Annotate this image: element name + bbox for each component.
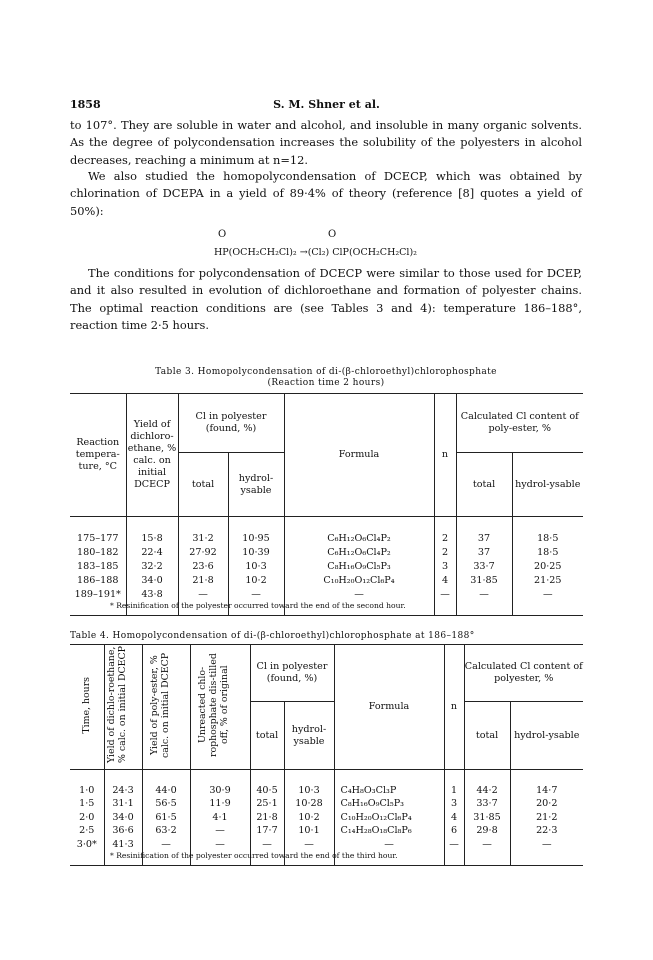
t4-header-yield-dce: Yield of dichlo-roethane, % calc. on initial DCECP [106, 646, 128, 764]
t3-header-calc: Calculated Cl content of poly-ester, % [456, 394, 583, 453]
t3-cell: 4 [434, 573, 456, 587]
t3-cell: 33·7 [456, 559, 512, 573]
t3-cell: 34·0 [126, 573, 178, 587]
t4-cell: 2·0 [70, 811, 104, 825]
t3-cell: — [542, 588, 553, 600]
table-3 [70, 393, 583, 616]
t4-cell: 6 [444, 824, 464, 838]
t4-header-yield-poly: Yield of poly-ester, % calc. on initial DCECP [149, 652, 171, 758]
equation-text: HP(OCH₂CH₂Cl)₂ →(Cl₂) ClP(OCH₂CH₂Cl)₂ [214, 247, 417, 258]
t4-cell: — [190, 824, 250, 838]
t3-cell: 10·3 [228, 559, 284, 573]
t4-cell: 14·7 [536, 784, 558, 796]
t3-header-n: n [434, 394, 456, 517]
t3-cell: 31·85 [456, 573, 512, 587]
t4-cell: 40·5 [250, 784, 284, 798]
t3-cell: 31·2 [178, 531, 228, 545]
table4-caption: Table 4. Homopolycondensation of di-(β-chloroethyl)chlorophosphate at 186–188° [70, 631, 475, 641]
t3-cell: C₆H₁₂O₆Cl₄P₂ [284, 531, 434, 545]
t4-header-time: Time, hours [81, 676, 93, 734]
t4-cell: 30·9 [190, 784, 250, 798]
t3-header-hydrol: hydrol-ysable [228, 453, 284, 517]
t4-cell: 10·3 [284, 784, 334, 798]
t4-cell: — [541, 838, 552, 850]
t3-cell: 21·8 [178, 573, 228, 587]
t3-header-calc-total: total [456, 453, 512, 517]
t4-cell: 44·2 [464, 784, 510, 798]
t4-cell: 10·1 [284, 824, 334, 838]
t3-cell: 186–188 [70, 573, 126, 587]
table3-footnote: * Resinification of the polyester occurred toward the end of the second hour. [110, 601, 406, 610]
t4-cell: 20·2 [536, 798, 558, 810]
t3-cell: 10·95 [228, 531, 284, 545]
t3-cell: 10·39 [228, 545, 284, 559]
table-row [70, 587, 583, 601]
t3-cell: — [228, 587, 284, 601]
t3-cell: 37 [456, 545, 512, 559]
t4-cell: 25·1 [250, 797, 284, 811]
t3-cell: 27·92 [178, 545, 228, 559]
t4-cell: 4·1 [190, 811, 250, 825]
table-row [70, 545, 583, 559]
t4-cell: C₁₄H₂₈O₁₈Cl₈P₆ [334, 824, 444, 838]
t3-cell: 183–185 [70, 559, 126, 573]
t4-cell: 1·5 [70, 797, 104, 811]
t4-cell: 31·1 [104, 797, 142, 811]
t4-cell: 21·8 [250, 811, 284, 825]
paragraph-1: to 107°. They are soluble in water and alcohol, and insoluble in many organic solvents. As the degree of polycondensation increases the solubility of the polyesters in alcohol decreases, reaching a minimum at n=12. [70, 118, 582, 167]
t4-cell: 4 [444, 811, 464, 825]
t4-header-n: n [444, 645, 464, 770]
t4-cell: C₄H₈O₃Cl₃P [334, 784, 444, 798]
t4-cell: 41·3 [104, 838, 142, 852]
t4-header-total: total [250, 702, 284, 770]
t3-cell: 180–182 [70, 545, 126, 559]
t3-header-total: total [178, 453, 228, 517]
t4-cell: — [250, 838, 284, 852]
t4-cell: C₈H₁₆O₉Cl₅P₃ [334, 797, 444, 811]
table-row [70, 811, 583, 825]
t4-cell: 36·6 [104, 824, 142, 838]
table-row [70, 824, 583, 838]
chemical-equation [214, 229, 434, 265]
t3-cell: 2 [434, 531, 456, 545]
t3-header-yield: Yield of dichloro-ethane, % calc. on initial DCECP [126, 394, 178, 517]
table-row [70, 559, 583, 573]
t3-cell: 175–177 [70, 531, 126, 545]
t3-cell: — [456, 587, 512, 601]
t4-cell: 34·0 [104, 811, 142, 825]
t4-header-calc-hydrol: hydrol-ysable [510, 702, 583, 770]
t3-cell: C₆H₁₂O₆Cl₄P₂ [284, 545, 434, 559]
t4-cell: 29·8 [464, 824, 510, 838]
t3-cell: 18·5 [537, 546, 559, 558]
t4-cell: 3 [444, 797, 464, 811]
t4-cell: 10·28 [284, 797, 334, 811]
t3-cell: 32·2 [126, 559, 178, 573]
t4-cell: 10·2 [284, 811, 334, 825]
t4-cell: 56·5 [142, 797, 190, 811]
equation-oxygen-left: O [218, 229, 227, 240]
t4-cell: 3·0* [70, 838, 104, 852]
t3-header-temp: Reaction tempera-ture, °C [70, 394, 126, 517]
t4-cell: 11·9 [190, 797, 250, 811]
t3-cell: C₁₀H₂₀O₁₂Cl₆P₄ [284, 573, 434, 587]
t4-cell: — [444, 838, 464, 852]
t4-cell: 1·0 [70, 784, 104, 798]
t4-cell: 1 [444, 784, 464, 798]
t4-cell: 17·7 [250, 824, 284, 838]
t3-cell: — [434, 587, 456, 601]
t3-cell: — [284, 587, 434, 601]
table4-footnote: * Resinification of the polyester occurred toward the end of the third hour. [110, 851, 398, 860]
t3-cell: 18·5 [537, 532, 559, 544]
equation-oxygen-right: O [328, 229, 337, 240]
t3-cell: 15·8 [126, 531, 178, 545]
t4-cell: 21·2 [536, 811, 558, 823]
t3-cell: 20·25 [534, 560, 562, 572]
paragraph-3: The conditions for polycondensation of DCECP were similar to those used for DCEP, and it also resulted in evolution of dichloroethane and formation of polyester chains. The optimal reaction conditions are (see Tables 3 and 4): temperature 186–188°, reaction time 2·5 hours. [70, 266, 582, 333]
t4-cell: 61·5 [142, 811, 190, 825]
t3-cell: 37 [456, 531, 512, 545]
t4-cell: 24·3 [104, 784, 142, 798]
running-title: S. M. Shner et al. [273, 98, 380, 111]
t4-cell: — [190, 838, 250, 852]
table-row [70, 531, 583, 545]
page-number: 1858 [70, 98, 101, 111]
t4-header-calc: Calculated Cl content of polyester, % [464, 645, 583, 702]
t3-cell: C₈H₁₆O₉Cl₅P₃ [284, 559, 434, 573]
t4-header-formula: Formula [334, 645, 444, 770]
table-4 [70, 644, 583, 866]
paragraph-2: We also studied the homopolycondensation of DCECP, which was obtained by chlorination of DCEPA in a yield of 89·4% of theory (reference [8] quotes a yield of 50%): [70, 169, 582, 218]
t4-header-hydrol: hydrol-ysable [284, 702, 334, 770]
t3-header-cl: Cl in polyester (found, %) [178, 394, 284, 453]
table-row [70, 797, 583, 811]
t3-cell: — [178, 587, 228, 601]
t4-cell: 22·3 [536, 825, 558, 837]
table3-caption: Table 3. Homopolycondensation of di-(β-chloroethyl)chlorophosphate [155, 367, 497, 377]
t3-cell: 3 [434, 559, 456, 573]
t3-cell: 2 [434, 545, 456, 559]
t4-cell: — [464, 838, 510, 852]
t4-cell: — [142, 838, 190, 852]
t4-header-unreacted: Unreacted chlo-rophosphate dis-tilled off, % of original [197, 653, 230, 757]
t4-cell: 31·85 [464, 811, 510, 825]
t4-cell: 2·5 [70, 824, 104, 838]
t3-header-calc-hydrol: hydrol-ysable [512, 453, 583, 517]
t4-cell: C₁₀H₂₀O₁₂Cl₆P₄ [334, 811, 444, 825]
table3-subcaption: (Reaction time 2 hours) [267, 378, 385, 388]
t3-header-formula: Formula [284, 394, 434, 517]
t3-cell: 21·25 [534, 574, 562, 586]
t3-cell: 10·2 [228, 573, 284, 587]
t4-header-calc-total: total [464, 702, 510, 770]
t4-cell: 33·7 [464, 797, 510, 811]
table-row [70, 838, 583, 852]
table-row [70, 784, 583, 798]
table-row [70, 573, 583, 587]
t3-cell: 23·6 [178, 559, 228, 573]
t4-cell: — [334, 838, 444, 852]
t4-cell: — [284, 838, 334, 852]
t4-header-cl: Cl in polyester (found, %) [250, 645, 334, 702]
t4-cell: 63·2 [142, 824, 190, 838]
t3-cell: 22·4 [126, 545, 178, 559]
t4-cell: 44·0 [142, 784, 190, 798]
t3-cell: 43·8 [126, 587, 178, 601]
t3-cell: 189–191* [70, 587, 126, 601]
